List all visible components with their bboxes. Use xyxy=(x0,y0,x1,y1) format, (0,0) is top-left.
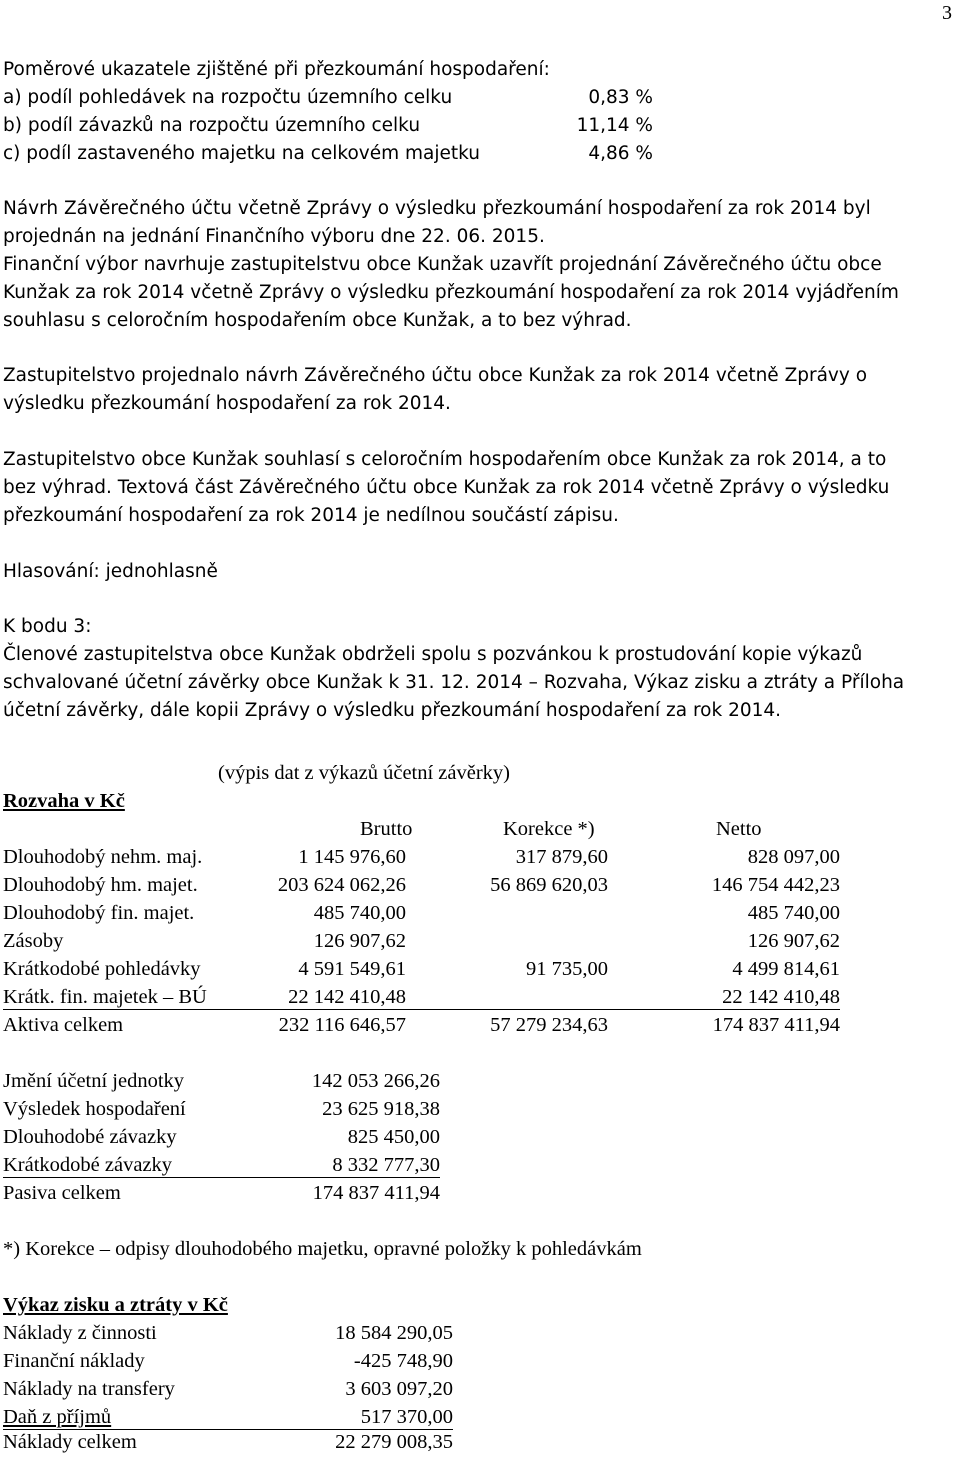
paragraph-line: Zastupitelstvo projednalo návrh Závěrečného účtu obce Kunžak za rok 2014 včetně Zprávy o xyxy=(3,365,868,386)
point3-heading: K bodu 3: xyxy=(3,616,92,637)
income-title: Výkaz zisku a ztráty v Kč xyxy=(3,1294,228,1316)
row-label: Pasiva celkem xyxy=(3,1182,121,1204)
col-header-korekce: Korekce *) xyxy=(503,818,595,840)
row-label: Dlouhodobé závazky xyxy=(3,1126,177,1148)
liability-row xyxy=(3,1124,443,1152)
page-number: 3 xyxy=(942,2,952,24)
paragraph-fragment: Textová část Závěrečného účtu obce Kunžak za rok 2014 včetně Zprávy o výsledku xyxy=(117,477,890,498)
row-value: 3 603 097,20 xyxy=(345,1378,453,1400)
row-value: 18 584 290,05 xyxy=(335,1322,453,1344)
korekce-value: 91 735,00 xyxy=(526,958,608,980)
indicator-label: a) podíl pohledávek na rozpočtu územního celku xyxy=(3,87,453,108)
income-total-row xyxy=(3,1429,456,1457)
income-row xyxy=(3,1376,456,1404)
netto-value: 146 754 442,23 xyxy=(711,874,840,896)
brutto-value: 22 142 410,48 xyxy=(288,986,406,1008)
paragraph-line: Kunžak za rok 2014 včetně Zprávy o výsledku přezkoumání hospodaření za rok 2014 vyjádřením xyxy=(3,282,899,303)
indicator-row xyxy=(3,84,653,112)
balance-header-row xyxy=(3,816,843,844)
brutto-value: 1 145 976,60 xyxy=(298,846,406,868)
balance-row xyxy=(3,984,840,1010)
netto-value: 828 097,00 xyxy=(747,846,840,868)
row-label: Dlouhodobý hm. majet. xyxy=(3,874,198,896)
paragraph-line: Návrh Závěrečného účtu včetně Zprávy o výsledku přezkoumání hospodaření za rok 2014 byl xyxy=(3,198,871,219)
row-label: Krátkodobé závazky xyxy=(3,1154,173,1176)
paragraph-line: Členové zastupitelstva obce Kunžak obdrželi spolu s pozvánkou k prostudování kopie výkazů xyxy=(3,644,863,665)
brutto-value: 126 907,62 xyxy=(313,930,406,952)
indicator-label: b) podíl závazků na rozpočtu územního celku xyxy=(3,115,421,136)
liability-row xyxy=(3,1068,443,1096)
voting-result: Hlasování: jednohlasně xyxy=(3,561,218,582)
row-label: Zásoby xyxy=(3,930,64,952)
row-value: 23 625 918,38 xyxy=(322,1098,440,1120)
row-value: 8 332 777,30 xyxy=(332,1154,440,1176)
row-label: Krátk. fin. majetek – BÚ xyxy=(3,986,207,1008)
brutto-value: 203 624 062,26 xyxy=(277,874,406,896)
income-row xyxy=(3,1320,456,1348)
paragraph-fragment: bez výhrad. xyxy=(3,477,112,498)
netto-value: 174 837 411,94 xyxy=(712,1014,840,1036)
balance-title: Rozvaha v Kč xyxy=(3,790,125,812)
extract-note: (výpis dat z výkazů účetní závěrky) xyxy=(218,762,511,784)
paragraph-line: účetní závěrky, dále kopii Zprávy o výsledku přezkoumání hospodaření za rok 2014. xyxy=(3,700,782,721)
row-value: 174 837 411,94 xyxy=(312,1182,440,1204)
paragraph-line: projednán na jednání Finančního výboru dne 22. 06. 2015. xyxy=(3,226,545,247)
income-row xyxy=(3,1404,453,1430)
balance-row xyxy=(3,844,843,872)
balance-row xyxy=(3,928,843,956)
balance-total-row xyxy=(3,1012,843,1040)
income-row xyxy=(3,1348,456,1376)
footnote: *) Korekce – odpisy dlouhodobého majetku, opravné položky k pohledávkám xyxy=(3,1238,642,1260)
balance-row xyxy=(3,872,843,900)
paragraph-line: Zastupitelstvo obce Kunžak souhlasí s celoročním hospodařením obce Kunžak za rok 2014, a to xyxy=(3,449,887,470)
row-label: Krátkodobé pohledávky xyxy=(3,958,201,980)
balance-row xyxy=(3,956,843,984)
brutto-value: 4 591 549,61 xyxy=(298,958,406,980)
row-label: Náklady na transfery xyxy=(3,1378,175,1400)
indicator-row xyxy=(3,140,653,168)
netto-value: 4 499 814,61 xyxy=(732,958,840,980)
paragraph-line: výsledku přezkoumání hospodaření za rok 2014. xyxy=(3,393,451,414)
col-header-brutto: Brutto xyxy=(360,818,413,840)
row-label: Jmění účetní jednotky xyxy=(3,1070,185,1092)
indicators-heading: Poměrové ukazatele zjištěné při přezkoumání hospodaření: xyxy=(3,59,550,80)
row-label: Dlouhodobý nehm. maj. xyxy=(3,846,203,868)
liability-row xyxy=(3,1096,443,1124)
row-value: 142 053 266,26 xyxy=(311,1070,440,1092)
netto-value: 126 907,62 xyxy=(747,930,840,952)
row-value: 517 370,00 xyxy=(360,1406,453,1428)
korekce-value: 56 869 620,03 xyxy=(490,874,608,896)
row-label: Náklady celkem xyxy=(3,1431,137,1453)
brutto-value: 232 116 646,57 xyxy=(278,1014,406,1036)
paragraph-line: souhlasu s celoročním hospodařením obce Kunžak, a to bez výhrad. xyxy=(3,310,632,331)
indicator-value: 11,14 % xyxy=(576,115,653,136)
paragraph-line: přezkoumání hospodaření za rok 2014 je nedílnou součástí zápisu. xyxy=(3,505,619,526)
row-value: 22 279 008,35 xyxy=(335,1431,453,1453)
korekce-value: 317 879,60 xyxy=(515,846,608,868)
row-label: Výsledek hospodaření xyxy=(3,1098,186,1120)
liability-total-row xyxy=(3,1180,443,1208)
indicator-label: c) podíl zastaveného majetku na celkovém majetku xyxy=(3,143,480,164)
paragraph-line: Finanční výbor navrhuje zastupitelstvu obce Kunžak uzavřít projednání Závěrečného účtu obce xyxy=(3,254,882,275)
netto-value: 22 142 410,48 xyxy=(722,986,840,1008)
col-header-netto: Netto xyxy=(716,818,762,840)
indicator-value: 0,83 % xyxy=(588,87,653,108)
balance-row xyxy=(3,900,843,928)
liability-row xyxy=(3,1152,440,1178)
row-value: 825 450,00 xyxy=(347,1126,440,1148)
korekce-value: 57 279 234,63 xyxy=(490,1014,608,1036)
paragraph-line: schvalované účetní závěrky obce Kunžak k 31. 12. 2014 – Rozvaha, Výkaz zisku a ztráty a Příloha xyxy=(3,672,905,693)
indicator-value: 4,86 % xyxy=(588,143,653,164)
row-label: Náklady z činnosti xyxy=(3,1322,157,1344)
row-value: -425 748,90 xyxy=(353,1350,453,1372)
indicator-row xyxy=(3,112,653,140)
netto-value: 485 740,00 xyxy=(747,902,840,924)
row-label: Finanční náklady xyxy=(3,1350,145,1372)
row-label: Dlouhodobý fin. majet. xyxy=(3,902,195,924)
row-label: Aktiva celkem xyxy=(3,1014,124,1036)
brutto-value: 485 740,00 xyxy=(313,902,406,924)
row-label: Daň z příjmů xyxy=(3,1406,112,1428)
paragraph-line xyxy=(3,474,889,502)
